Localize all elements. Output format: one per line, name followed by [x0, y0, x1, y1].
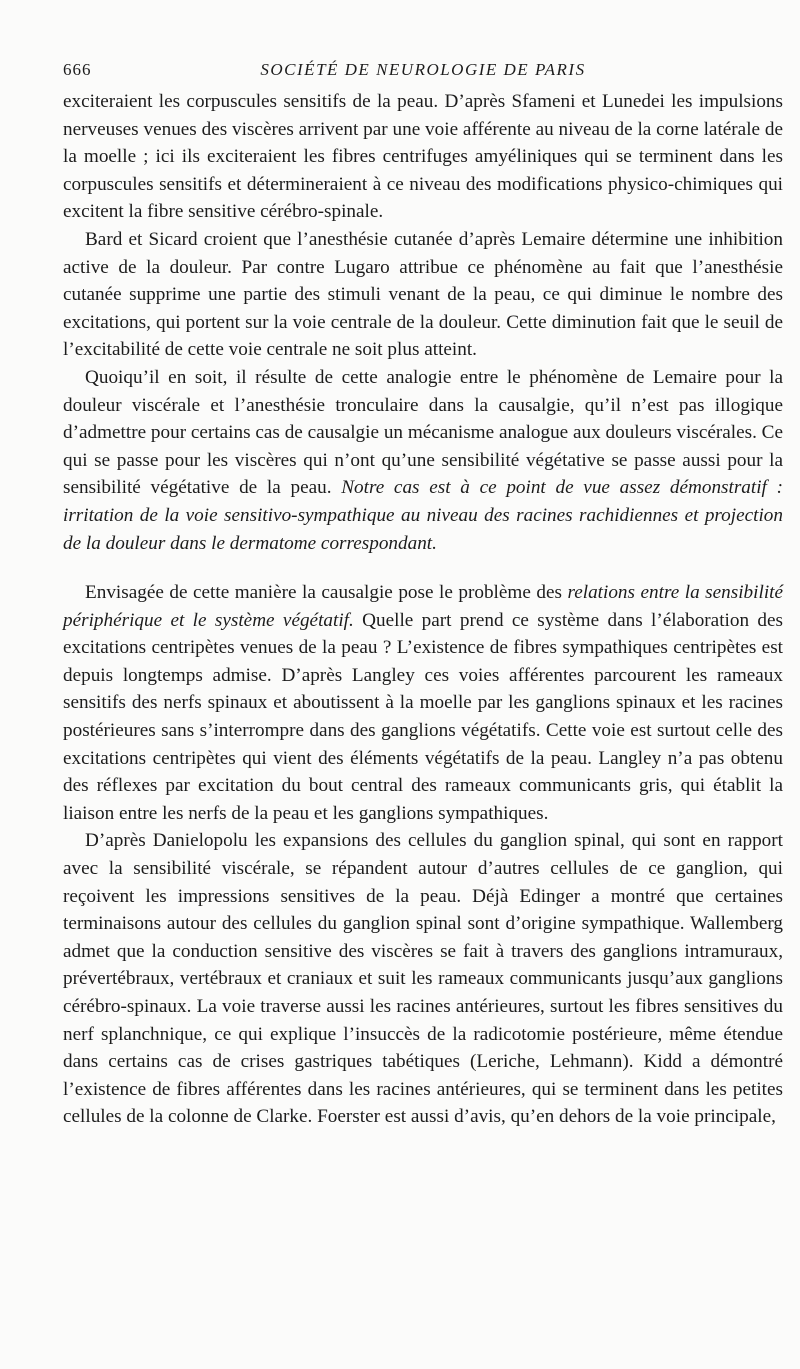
running-title: SOCIÉTÉ DE NEUROLOGIE DE PARIS	[260, 60, 586, 79]
paragraph-3	[63, 364, 783, 557]
paragraph-4-lead: Envisagée de cette manière la causalgie pose le problème des	[85, 582, 568, 604]
paragraph-5: D’après Danielopolu les expansions des cellules du ganglion spinal, qui sont en rapport avec la sensibilité viscérale, se répandent autour d’autres cellules de ce ganglion, qui reçoivent les impressions sensitives de la peau. Déjà Edinger a montré que certaines terminaisons autour des cellules du ganglion spinal sont d’origine sympathique. Wallemberg admet que la conduction sensitive des viscères se fait à travers des ganglions intramuraux, prévertébraux, vertébraux et craniaux et suit les rameaux communicants jusqu’aux ganglions cérébro-spinaux. La voie traverse aussi les racines antérieures, surtout les fibres sensitives du nerf splanchnique, ce qui explique l’insuccès de la radicotomie postérieure, même étendue dans certains cas de crises gastriques tabétiques (Leriche, Lehmann). Kidd a démontré l’existence de fibres afférentes dans les racines antérieures, qui se terminent dans les petites cellules de la colonne de Clarke. Foerster est aussi d’avis, qu’en dehors de la voie principale,	[63, 830, 783, 1128]
page	[63, 56, 783, 1131]
paragraph-3-italic: Notre cas est à ce point de vue assez démonstratif : irritation de la voie sensitivo-sympathique au niveau des racines rachidiennes et projection de la douleur dans le dermatome correspondant.	[63, 477, 783, 554]
paragraph-3-text: Quoiqu’il en soit, il résulte de cette analogie entre le phénomène de Lemaire pour la douleur viscérale et l’anesthésie tronculaire dans la causalgie, qu’il n’est pas illogique d’admettre pour certains cas de causalgie un mécanisme analogue aux douleurs viscérales. Ce qui se passe pour les viscères qui n’ont qu’une sensibilité végétative se passe aussi pour la sensibilité végétative de la peau.	[63, 366, 783, 499]
page-header	[63, 56, 783, 88]
paragraph-1: exciteraient les corpuscules sensitifs de la peau. D’après Sfameni et Lunedei les impulsions nerveuses venues des viscères arrivent par une voie afférente au niveau de la corne latérale de la moelle ; ici ils exciteraient les fibres centrifuges amyéliniques qui se terminent dans les corpuscules sensitifs et détermineraient à ce niveau des modifications physico-chimiques qui excitent la fibre sensitive cérébro-spinale.	[63, 91, 783, 223]
page-number: 666	[63, 60, 92, 79]
paragraph-4-italic: relations entre la sensibilité périphérique et le système végétatif.	[63, 582, 783, 631]
paragraph-2: Bard et Sicard croient que l’anesthésie cutanée d’après Lemaire détermine une inhibition active de la douleur. Par contre Lugaro attribue ce phénomène au fait que l’anesthésie cutanée supprime une partie des stimuli venant de la peau, ce qui diminue le nombre des excitations, qui portent sur la voie centrale de la douleur. Cette diminution fait que le seuil de l’excitabilité de cette voie centrale ne soit plus atteint.	[63, 228, 783, 361]
paragraph-4	[63, 579, 783, 827]
paragraph-4-rest: Quelle part prend ce système dans l’élaboration des excitations centripètes venues de la peau ? L’existence de fibres sympathiques centripètes est depuis longtemps admise. D’après Langley ces voies afférentes parcourent les rameaux sensitifs des nerfs spinaux et aboutissent à la moelle par les ganglions spinaux et les racines postérieures sans s’interrompre dans des ganglions végétatifs. Cette voie est surtout celle des excitations centripètes qui vient des éléments végétatifs de la peau. Langley n’a pas obtenu des réflexes par excitation du bout central des rameaux communicants gris, qui établit la liaison entre les nerfs de la peau et les ganglions sympathiques.	[63, 609, 783, 824]
